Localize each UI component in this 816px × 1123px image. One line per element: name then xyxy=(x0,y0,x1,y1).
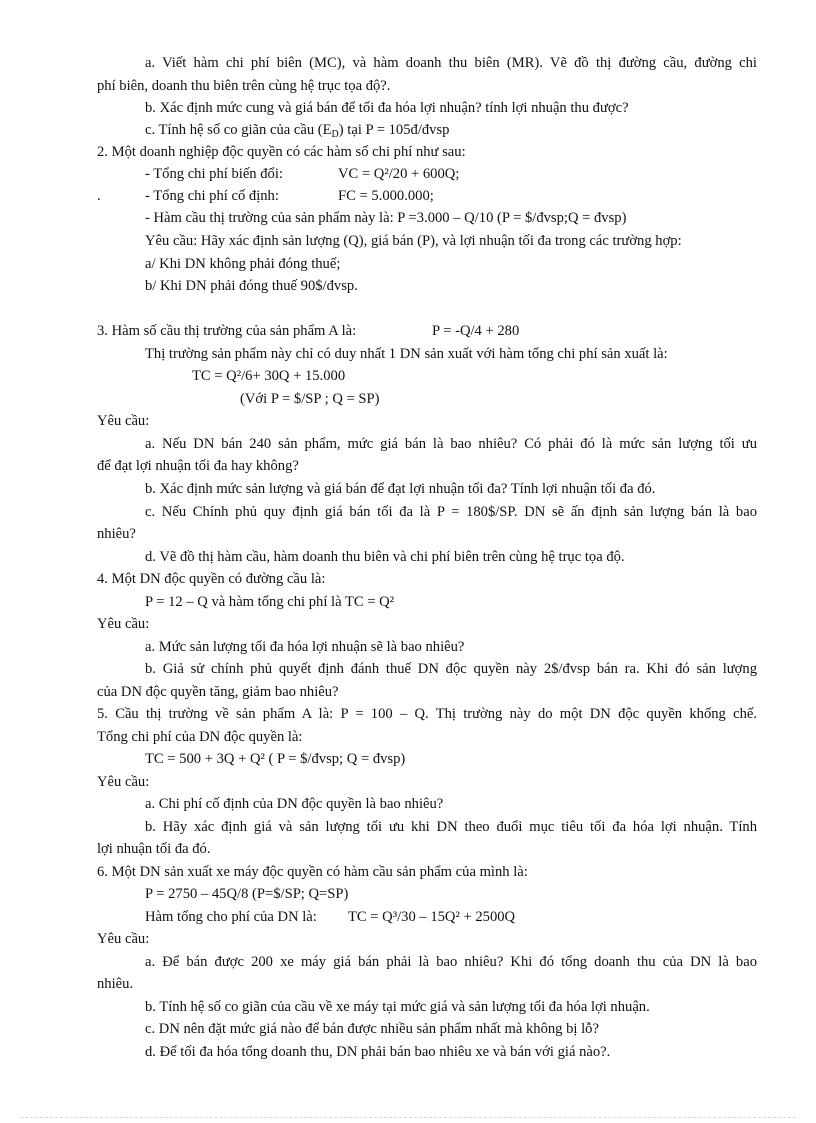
page-bottom-divider xyxy=(20,1117,796,1118)
problem4-part-b-line1: b. Giả sử chính phủ quyết định đánh thuế DN độc quyền này 2$/đvsp bán ra. Khi đó sản lượng xyxy=(145,661,757,677)
problem4-heading: 4. Một DN độc quyền có đường cầu là: xyxy=(97,571,326,587)
problem5-requirement-label: Yêu cầu: xyxy=(97,774,150,790)
problem5-tc-formula: TC = 500 + 3Q + Q² ( P = $/đvsp; Q = đvsp) xyxy=(145,751,406,767)
problem3-units: (Với P = $/SP ; Q = SP) xyxy=(240,391,380,407)
stray-dot: . xyxy=(97,188,101,204)
problem1-part-c-text-end: ) tại P = 105đ/đvsp xyxy=(338,122,450,138)
problem4-formulas: P = 12 – Q và hàm tổng chi phí là TC = Q² xyxy=(145,594,395,610)
problem2-vc-formula: VC = Q²/20 + 600Q; xyxy=(338,166,460,182)
problem5-heading: 5. Cầu thị trường về sản phẩm A là: P = 100 – Q. Thị trường này do một DN độc quyền khống chế. xyxy=(97,706,757,722)
problem5-tc-label: Tổng chi phí của DN độc quyền là: xyxy=(97,729,303,745)
problem2-case-b: b/ Khi DN phải đóng thuế 90$/đvsp. xyxy=(145,278,358,294)
problem6-part-b: b. Tính hệ số co giãn của cầu về xe máy tại mức giá và sản lượng tối đa hóa lợi nhuận. xyxy=(145,999,650,1015)
problem4-part-a: a. Mức sản lượng tối đa hóa lợi nhuận sẽ là bao nhiêu? xyxy=(145,639,465,655)
problem3-requirement-label: Yêu cầu: xyxy=(97,413,150,429)
problem3-demand-formula: P = -Q/4 + 280 xyxy=(432,323,520,339)
problem6-part-d: d. Để tối đa hóa tổng doanh thu, DN phải bán bao nhiêu xe và bán với giá nào?. xyxy=(145,1044,611,1060)
problem6-part-a-line1: a. Để bán được 200 xe máy giá bán phải là bao nhiêu? Khi đó tổng doanh thu của DN là bao xyxy=(145,954,757,970)
problem6-requirement-label: Yêu cầu: xyxy=(97,931,150,947)
problem6-part-c: c. DN nên đặt mức giá nào để bán được nhiều sản phẩm nhất mà không bị lỗ? xyxy=(145,1021,599,1037)
problem3-heading: 3. Hàm số cầu thị trường của sản phẩm A là: xyxy=(97,323,357,339)
problem3-part-c-line1: c. Nếu Chính phủ quy định giá bán tối đa là P = 180$/SP. DN sẽ ấn định sản lượng bán là bao xyxy=(145,504,757,520)
problem6-heading: 6. Một DN sản xuất xe máy độc quyền có hàm cầu sản phẩm của mình là: xyxy=(97,864,528,880)
problem2-requirement: Yêu cầu: Hãy xác định sản lượng (Q), giá bán (P), và lợi nhuận tối đa trong các trường hợp: xyxy=(145,233,682,249)
problem2-vc-label: - Tổng chi phí biến đổi: xyxy=(145,166,283,182)
problem6-tc-label: Hàm tổng cho phí của DN là: xyxy=(145,909,317,925)
elasticity-subscript: D xyxy=(331,129,339,140)
problem3-tc-formula: TC = Q²/6+ 30Q + 15.000 xyxy=(192,368,346,384)
problem2-fc-label: - Tổng chi phí cố định: xyxy=(145,188,279,204)
problem3-part-a-line1: a. Nếu DN bán 240 sản phẩm, mức giá bán là bao nhiêu? Có phải đó là mức sản lượng tối ưu xyxy=(145,436,757,452)
problem2-heading: 2. Một doanh nghiệp độc quyền có các hàm số chi phí như sau: xyxy=(97,144,466,160)
problem3-market: Thị trường sản phẩm này chỉ có duy nhất 1 DN sản xuất với hàm tổng chi phí sản xuất là: xyxy=(145,346,668,362)
problem5-part-a: a. Chi phí cố định của DN độc quyền là bao nhiêu? xyxy=(145,796,444,812)
problem6-part-a-line2: nhiêu. xyxy=(97,976,134,992)
problem1-part-c-text: c. Tính hệ số co giãn của cầu (E xyxy=(145,122,332,138)
problem3-part-a-line2: để đạt lợi nhuận tối đa hay không? xyxy=(97,458,299,474)
problem3-part-b: b. Xác định mức sản lượng và giá bán để đạt lợi nhuận tối đa? Tính lợi nhuận tối đa đó. xyxy=(145,481,656,497)
problem3-part-d: d. Vẽ đồ thị hàm cầu, hàm doanh thu biên và chi phí biên trên cùng hệ trục tọa độ. xyxy=(145,549,625,565)
problem4-requirement-label: Yêu cầu: xyxy=(97,616,150,632)
problem1-part-a-line2: phí biên, doanh thu biên trên cùng hệ trục tọa độ?. xyxy=(97,78,391,94)
problem6-tc-formula: TC = Q³/30 – 15Q² + 2500Q xyxy=(348,909,516,925)
problem6-demand-formula: P = 2750 – 45Q/8 (P=$/SP; Q=SP) xyxy=(145,886,349,902)
problem1-part-b: b. Xác định mức cung và giá bán để tối đa hóa lợi nhuận? tính lợi nhuận thu được? xyxy=(145,100,629,116)
problem3-part-c-line2: nhiêu? xyxy=(97,526,136,542)
problem2-demand: - Hàm cầu thị trường của sản phẩm này là: P =3.000 – Q/10 (P = $/đvsp;Q = đvsp) xyxy=(145,210,627,226)
problem4-part-b-line2: của DN độc quyền tăng, giảm bao nhiêu? xyxy=(97,684,339,700)
problem2-fc-formula: FC = 5.000.000; xyxy=(338,188,434,204)
problem2-case-a: a/ Khi DN không phải đóng thuế; xyxy=(145,256,341,272)
problem5-part-b-line1: b. Hãy xác định giá và sản lượng tối ưu khi DN theo đuổi mục tiêu tối đa hóa lợi nhuận. Tính xyxy=(145,819,757,835)
problem5-part-b-line2: lợi nhuận tối đa đó. xyxy=(97,841,211,857)
problem1-part-a-line1: a. Viết hàm chi phí biên (MC), và hàm doanh thu biên (MR). Vẽ đồ thị đường cầu, đường chi xyxy=(145,55,757,71)
